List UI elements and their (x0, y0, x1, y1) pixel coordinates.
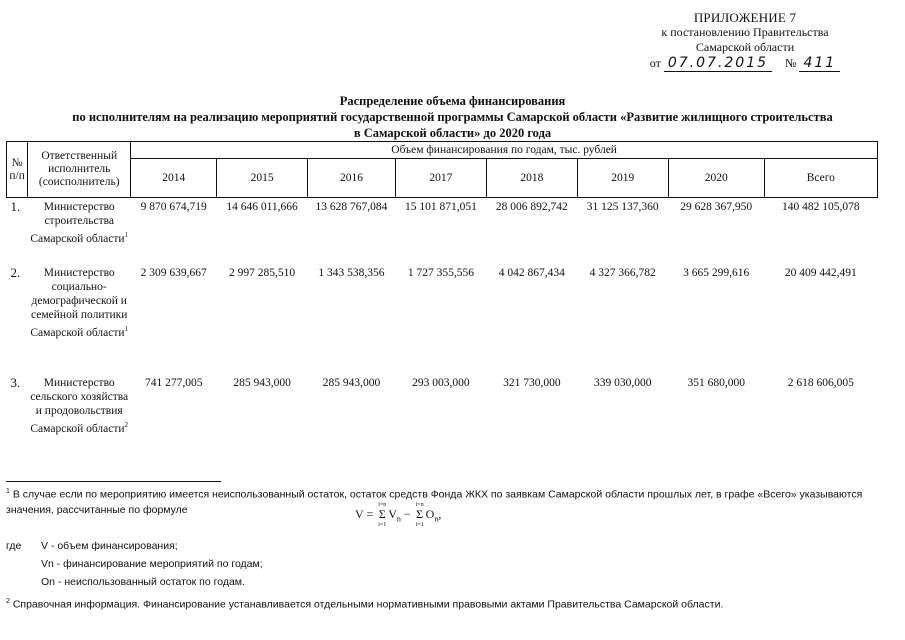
row-year-value: 293 003,000 (412, 376, 470, 389)
row-year-value: 741 277,005 (144, 376, 203, 389)
formula (355, 502, 442, 528)
decree-date: 07.07.2015 (664, 55, 772, 72)
row-year-value: 321 730,000 (503, 376, 561, 389)
def-v: V - объем финансирования; (41, 540, 178, 552)
def-on: On - неиспользованный остаток по годам. (41, 576, 245, 588)
sum-upper-2: i=n (415, 502, 424, 508)
row-year-value: 28 006 892,742 (495, 201, 568, 213)
sum-lower-1: i=1 (378, 522, 387, 528)
header-year: 2014 (131, 159, 217, 198)
row-year-value: 285 943,000 (233, 376, 291, 389)
table-row (7, 374, 878, 436)
formula-term-v: V (388, 507, 397, 521)
appendix-title: ПРИЛОЖЕНИЕ 7 (693, 10, 797, 25)
table-body (7, 198, 878, 436)
executor-name: Министерство социально-демографической и семейной политики Самарской области (30, 266, 128, 339)
title-line1: Распределение объема финансирования (339, 94, 566, 108)
formula-sub-1: n (396, 514, 401, 524)
def-vn: Vn - финансирование мероприятий по годам; (41, 558, 263, 570)
formula-tail: , (438, 507, 442, 521)
row-total: 20 409 442,491 (784, 266, 857, 279)
header-year: 2015 (217, 159, 308, 198)
header-executor: Ответственный исполнитель (соисполнитель) (28, 142, 131, 198)
footnote-separator (6, 481, 221, 482)
formula-term-o: O (425, 507, 435, 521)
row-year-value: 1 343 538,356 (318, 266, 385, 279)
row-index: 1. (10, 199, 21, 214)
sum-lower-2: i=1 (415, 522, 424, 528)
sum-sign-1: i=n Σ i=1 (376, 507, 388, 522)
appendix-date-line (650, 56, 840, 71)
sum-upper-1: i=n (378, 502, 387, 508)
header-years-group: Объем финансирования по годам, тыс. рублей (131, 142, 878, 159)
row-year-value: 2 997 285,510 (229, 266, 296, 279)
row-executor (28, 198, 131, 264)
title-line3: в Самарской области» до 2020 года (353, 126, 552, 140)
appendix-line2: Самарской области (695, 40, 795, 54)
where-label: где (6, 540, 22, 552)
row-index: 2. (10, 264, 21, 280)
financing-table (6, 141, 878, 435)
row-year-value: 4 042 867,434 (498, 266, 565, 279)
appendix-header (600, 10, 890, 71)
executor-footnote-mark: 2 (124, 420, 129, 429)
executor-footnote-mark: 1 (124, 324, 129, 333)
appendix-line1: к постановлению Правительства (661, 25, 829, 39)
row-total: 140 482 105,078 (782, 201, 860, 213)
row-index: 3. (10, 374, 21, 390)
row-year-value: 1 727 355,556 (407, 266, 474, 279)
header-year: 2019 (577, 159, 668, 198)
header-year: 2020 (668, 159, 764, 198)
header-year: 2016 (308, 159, 396, 198)
row-total: 2 618 606,005 (787, 376, 854, 389)
row-year-value: 13 628 767,084 (315, 201, 388, 213)
formula-lhs: V = (355, 507, 374, 521)
table-row (7, 198, 878, 264)
header-year: 2017 (395, 159, 486, 198)
footnote-1-text: В случае если по мероприятию имеется неиспользованный остаток, остаток средств Фонда ЖКХ по заявкам Самарской области прошлых лет, в графе «Всего» указываются значения, рассчитанные по формуле (6, 488, 863, 516)
row-year-value: 9 870 674,719 (140, 201, 207, 213)
date-prefix: от (649, 56, 661, 70)
row-year-value: 3 665 299,616 (683, 266, 750, 279)
decree-number: 411 (799, 55, 840, 72)
row-executor (28, 264, 131, 374)
row-year-value: 285 943,000 (322, 376, 381, 389)
formula-sub-2: n (434, 514, 439, 524)
row-year-value: 2 309 639,667 (140, 266, 207, 279)
row-year-value: 351 680,000 (687, 376, 745, 389)
row-year-value: 31 125 137,360 (586, 201, 659, 213)
header-year: Всего (764, 159, 877, 198)
table-row (7, 264, 878, 374)
row-year-value: 14 646 011,666 (226, 201, 298, 213)
row-year-value: 339 030,000 (593, 376, 652, 389)
footnote-2-text: Справочная информация. Финансирование устанавливается отдельными нормативными правовыми актами Правительства Самарской области. (12, 598, 724, 611)
row-year-value: 15 101 871,051 (404, 201, 477, 213)
executor-name: Министерство строительства Самарской области (30, 201, 125, 245)
row-executor (28, 374, 131, 436)
header-num: № п/п (7, 142, 28, 198)
footnote-2 (6, 594, 886, 613)
formula-minus: − (403, 507, 411, 521)
footnote-2-mark: 2 (6, 598, 10, 605)
sum-sign-2: i=n Σ i=1 (414, 507, 426, 522)
executor-name: Министерство сельского хозяйства и продовольствия Самарской области (30, 376, 129, 435)
document-title (0, 93, 905, 141)
title-line2: по исполнителям на реализацию мероприятий государственной программы Самарской области «Развитие жилищного строительства (72, 110, 833, 124)
footnote-1-mark: 1 (6, 488, 10, 495)
executor-footnote-mark: 1 (124, 231, 129, 239)
years-header-row (7, 159, 878, 198)
row-year-value: 4 327 366,782 (589, 266, 656, 279)
header-year: 2018 (486, 159, 577, 198)
number-prefix: № (785, 56, 797, 70)
row-year-value: 29 628 367,950 (680, 201, 753, 213)
